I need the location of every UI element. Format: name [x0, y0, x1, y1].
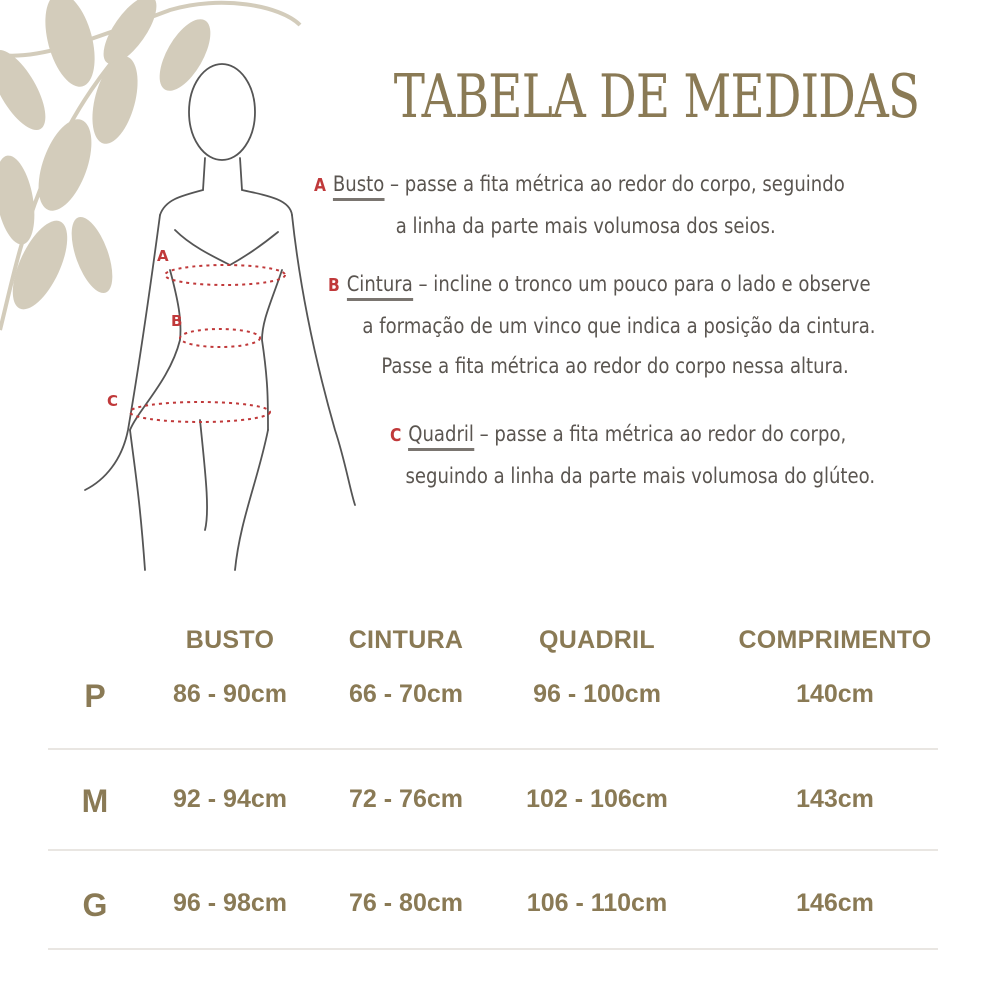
row-divider	[48, 748, 938, 750]
table-cell: 92 - 94cm	[173, 785, 287, 813]
row-divider	[48, 849, 938, 851]
table-cell: 146cm	[796, 889, 874, 917]
instruction-line: – incline o tronco um pouco para o lado e observe	[412, 272, 871, 296]
table-cell: 143cm	[796, 785, 874, 813]
instruction-line: a formação de um vinco que indica a posição da cintura.	[362, 314, 876, 338]
instruction-quadril	[390, 414, 875, 496]
table-cell: 86 - 90cm	[173, 680, 287, 708]
header-busto: BUSTO	[185, 626, 275, 654]
table-cell: 106 - 110cm	[526, 889, 668, 917]
instruction-letter: A	[314, 175, 326, 196]
table-cell: 96 - 98cm	[173, 889, 287, 917]
row-divider	[48, 948, 938, 950]
size-label: P	[84, 678, 106, 714]
table-cell: 72 - 76cm	[349, 785, 463, 813]
instruction-busto	[314, 164, 845, 246]
figure-label-c: C	[107, 392, 119, 410]
instruction-line: a linha da parte mais volumosa dos seios.	[395, 214, 776, 238]
header-quadril: QUADRIL	[539, 626, 655, 654]
figure-label-b: B	[171, 312, 183, 330]
instruction-term: Quadril	[408, 422, 474, 451]
table-cell: 140cm	[796, 680, 874, 708]
table-cell: 76 - 80cm	[349, 889, 463, 917]
instruction-line: – passe a fita métrica ao redor do corpo, seguindo	[384, 172, 845, 196]
header-cintura: CINTURA	[348, 626, 464, 654]
table-cell: 102 - 106cm	[526, 785, 668, 813]
figure-label-a: A	[157, 247, 169, 265]
instruction-line: – passe a fita métrica ao redor do corpo,	[473, 422, 847, 446]
table-cell: 96 - 100cm	[533, 680, 661, 708]
instruction-term: Cintura	[347, 272, 413, 301]
instruction-line: seguindo a linha da parte mais volumosa do glúteo.	[405, 464, 876, 488]
instruction-line: Passe a fita métrica ao redor do corpo nessa altura.	[381, 354, 849, 378]
size-label: M	[81, 783, 109, 819]
header-comprimento: COMPRIMENTO	[738, 626, 932, 654]
table-cell: 66 - 70cm	[349, 680, 463, 708]
instruction-letter: B	[328, 275, 340, 296]
instruction-term: Busto	[333, 172, 384, 201]
instruction-letter: C	[390, 425, 402, 446]
size-label: G	[82, 887, 108, 923]
page-title: TABELA DE MEDIDAS	[393, 62, 920, 132]
instruction-cintura	[328, 264, 876, 386]
